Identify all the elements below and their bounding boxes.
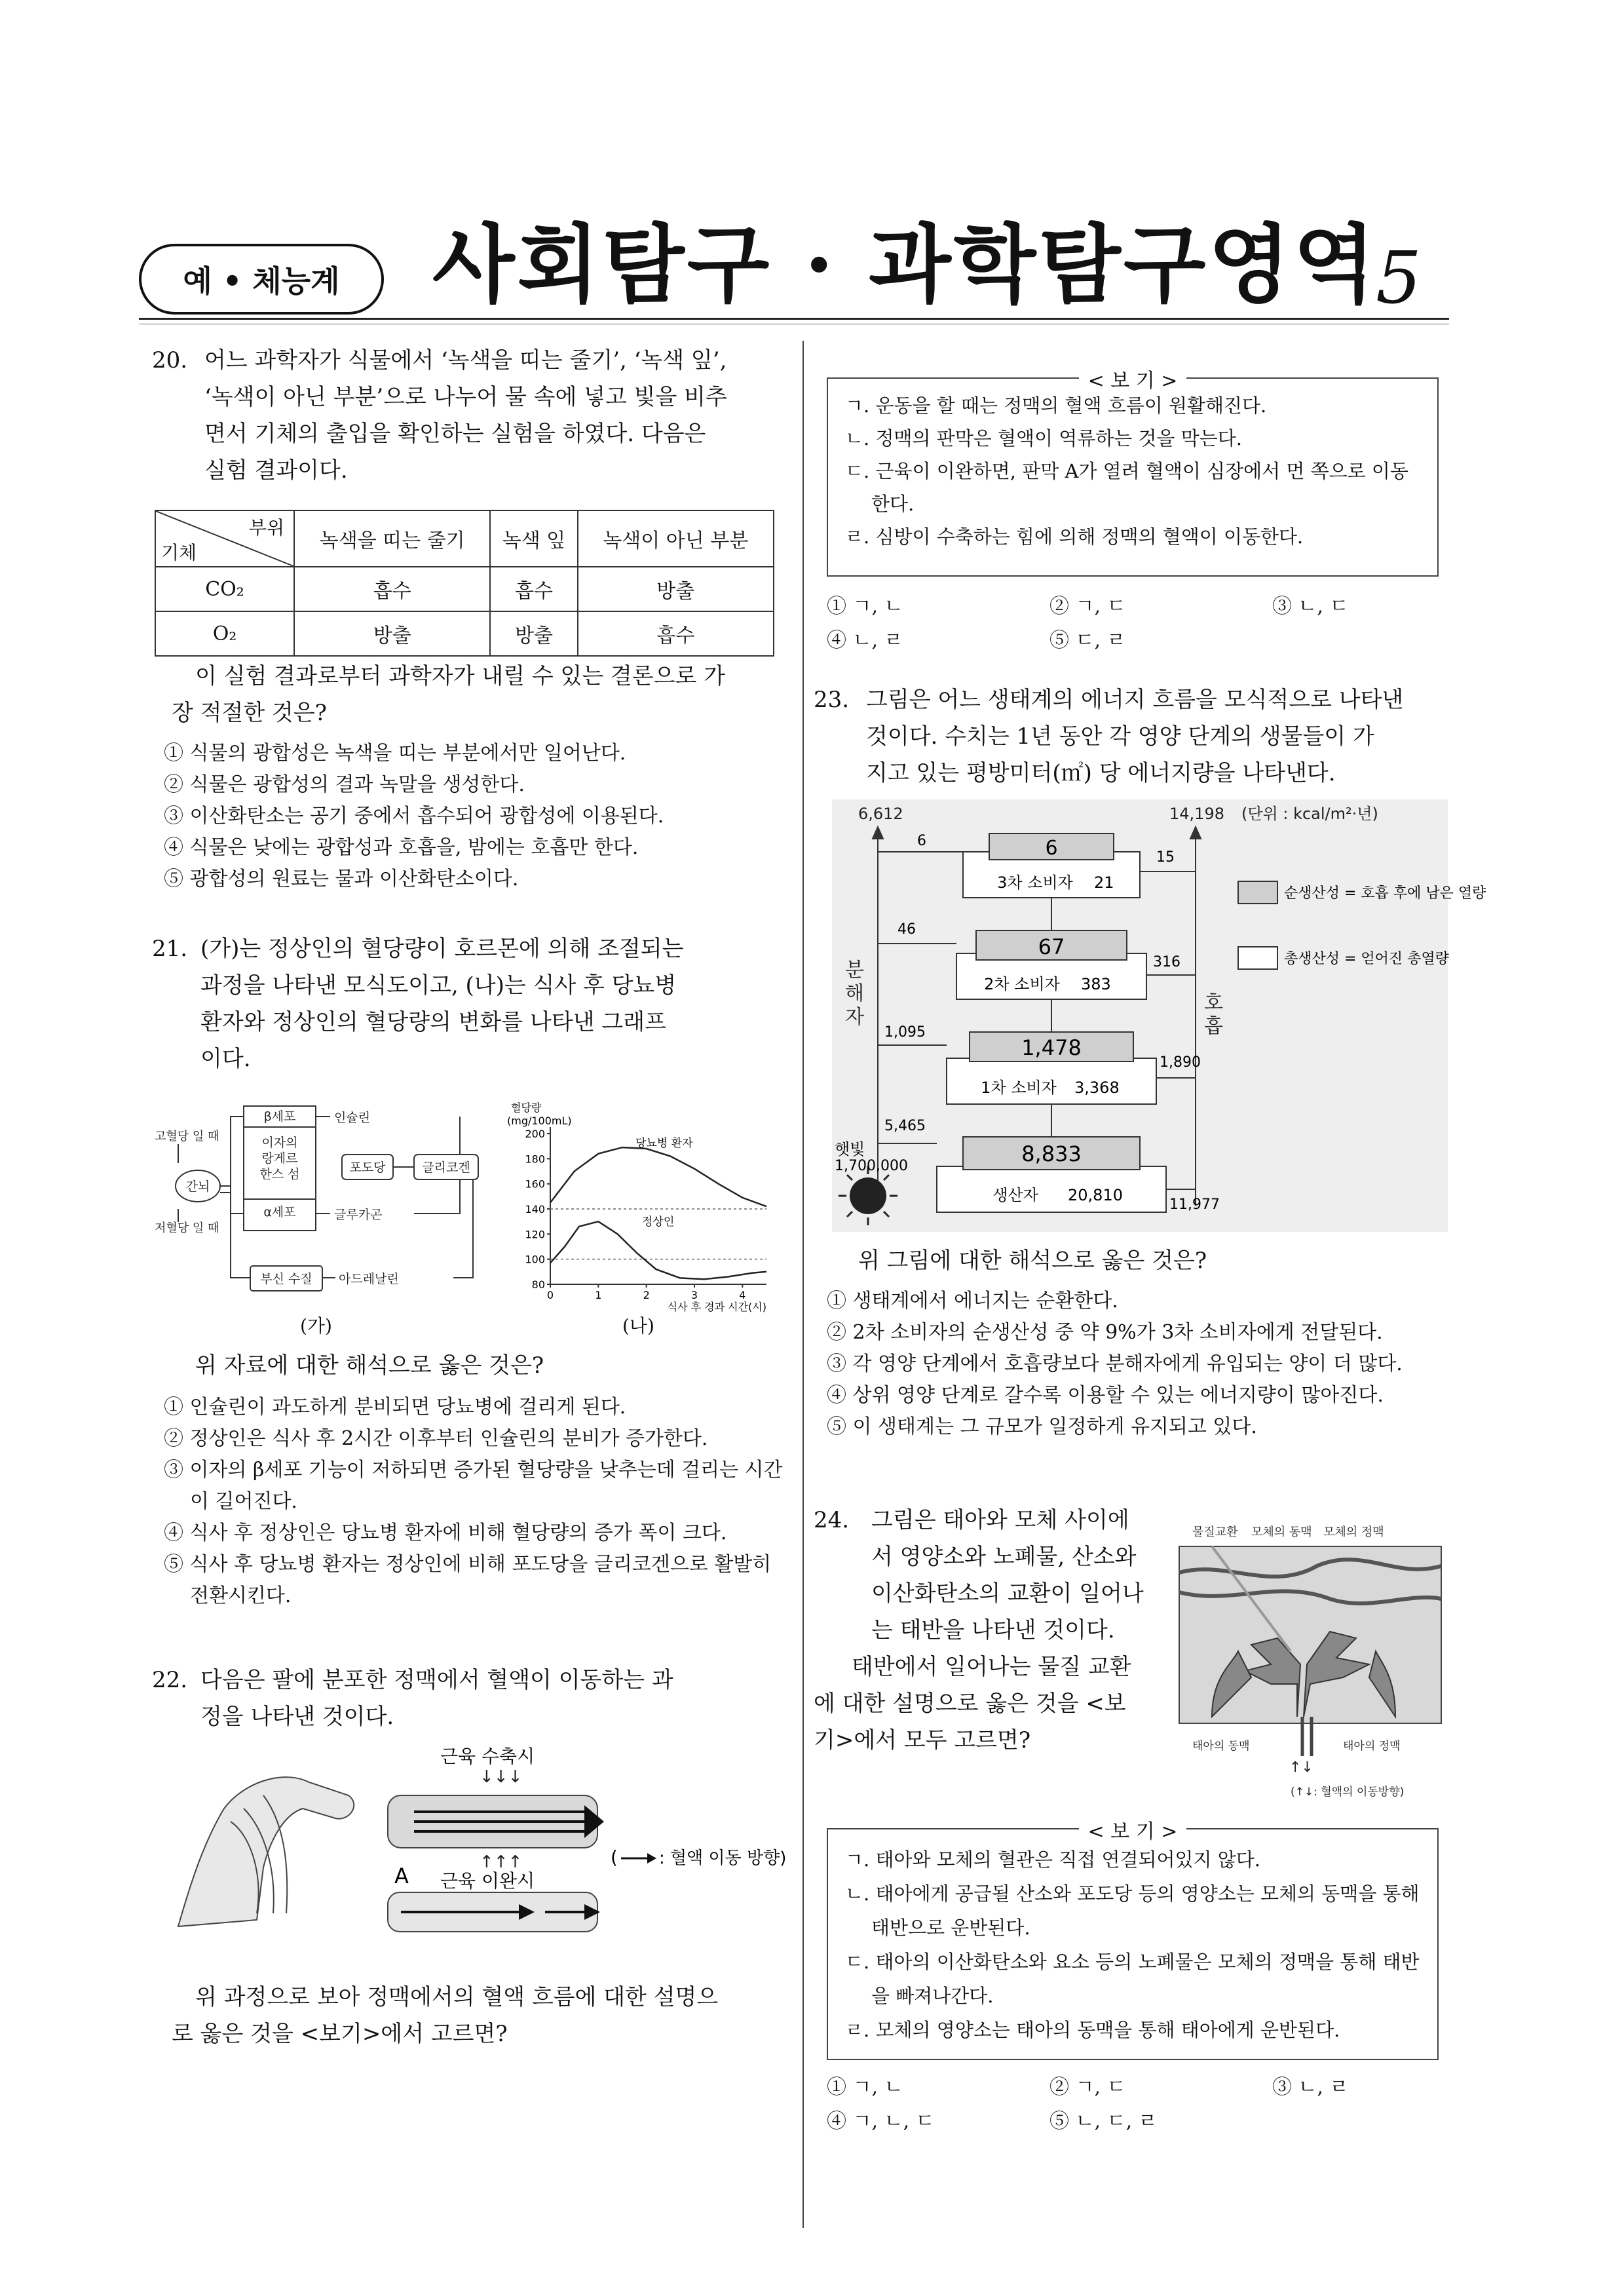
glycogen-label: 글리코겐 bbox=[422, 1160, 470, 1175]
q22-vein-figure bbox=[152, 1743, 787, 1940]
bogi-item: ㄹ. 모체의 영양소는 태아의 동맥을 통해 태아에게 운반된다. bbox=[845, 2019, 1340, 2041]
option[interactable]: ② 2차 소비자의 순생산성 중 약 9%가 3차 소비자에게 전달된다. bbox=[827, 1321, 1383, 1344]
option[interactable]: ⑤ 이 생태계는 그 규모가 일정하게 유지되고 있다. bbox=[827, 1415, 1257, 1438]
q21-caption-na: (나) bbox=[622, 1315, 654, 1337]
flow-arrows: ↑↓ bbox=[1289, 1759, 1313, 1776]
q24-line: 그림은 태아와 모체 사이에 bbox=[871, 1507, 1129, 1533]
svg-text:↓↓↓: ↓↓↓ bbox=[480, 1767, 523, 1787]
option[interactable]: ③ ㄴ, ㄷ bbox=[1272, 595, 1349, 618]
q24-line: 기>에서 모두 고르면? bbox=[814, 1727, 1031, 1753]
islet-label: 한스 섬 bbox=[259, 1167, 300, 1181]
y-tick-label: 140 bbox=[525, 1203, 545, 1215]
insulin-label: 인슐린 bbox=[334, 1111, 371, 1125]
q21-blood-sugar-chart bbox=[504, 1101, 780, 1311]
net-value: 6 bbox=[1045, 837, 1058, 860]
low-sugar-label: 저혈당 일 때 bbox=[155, 1221, 219, 1235]
option[interactable]: ④ ㄱ, ㄴ, ㄷ bbox=[827, 2110, 935, 2133]
respiration-value: 11,977 bbox=[1169, 1196, 1220, 1213]
option[interactable]: ④ 상위 영양 단계로 갈수록 이용할 수 있는 에너지량이 많아진다. bbox=[827, 1384, 1384, 1407]
option[interactable]: ⑤ ㄴ, ㄷ, ㄹ bbox=[1049, 2110, 1158, 2133]
bogi-item: ㄴ. 정맥의 판막은 혈액이 역류하는 것을 막는다. bbox=[845, 427, 1243, 450]
svg-text:↑↑↑: ↑↑↑ bbox=[480, 1852, 523, 1872]
valve-a-label: A bbox=[394, 1864, 409, 1888]
x-tick-label: 2 bbox=[643, 1289, 650, 1301]
q21-caption-ga: (가) bbox=[300, 1315, 332, 1337]
option[interactable]: ① 인슐린이 과도하게 분비되면 당뇨병에 걸리게 된다. bbox=[164, 1396, 626, 1419]
contract-label: 근육 수축시 bbox=[440, 1746, 535, 1767]
q20-result-table bbox=[155, 510, 774, 657]
q21-line: 이다. bbox=[200, 1046, 251, 1072]
q23-energy-flow-figure bbox=[832, 799, 1486, 1232]
adrenal-label: 부신 수질 bbox=[260, 1272, 312, 1286]
table-row bbox=[155, 611, 774, 656]
q24-number: 24. bbox=[814, 1507, 850, 1533]
q20-question-line: 장 적절한 것은? bbox=[172, 700, 327, 726]
vein-relaxed bbox=[388, 1892, 600, 1932]
table-row bbox=[155, 567, 774, 611]
q22-number: 22. bbox=[152, 1667, 188, 1693]
adrenaline-label: 아드레날린 bbox=[339, 1272, 399, 1286]
fetal-vein-label: 태아의 정맥 bbox=[1343, 1740, 1401, 1753]
header-cell: 녹색을 띠는 줄기 bbox=[294, 510, 490, 567]
series-line bbox=[550, 1221, 766, 1279]
q24-placenta-figure bbox=[1173, 1520, 1448, 1808]
q24-options bbox=[827, 2071, 1436, 2139]
q21-hormone-diagram bbox=[152, 1101, 493, 1304]
q20-question-line: 이 실험 결과로부터 과학자가 내릴 수 있는 결론으로 가 bbox=[195, 663, 726, 689]
q22-line: 정을 나타낸 것이다. bbox=[200, 1704, 394, 1730]
q21-line: (가)는 정상인의 혈당량이 호르몬에 의해 조절되는 bbox=[200, 936, 684, 962]
table-cell: 흡수 bbox=[294, 567, 490, 611]
bogi-title: < 보 기 > bbox=[1079, 1820, 1187, 1843]
q23-options bbox=[827, 1286, 1449, 1443]
high-sugar-label: 고혈당 일 때 bbox=[155, 1130, 219, 1143]
q23-line: 지고 있는 평방미터(㎡) 당 에너지량을 나타낸다. bbox=[866, 760, 1336, 786]
option[interactable]: ⑤ 광합성의 원료는 물과 이산화탄소이다. bbox=[164, 868, 519, 890]
option[interactable]: ⑤ 식사 후 당뇨병 환자는 정상인에 비해 포도당을 글리코겐으로 활발히 전환시킨다. bbox=[164, 1553, 772, 1607]
q24-bogi-box bbox=[827, 1820, 1439, 2060]
beta-cell: β세포 bbox=[263, 1109, 296, 1124]
table-cell: 흡수 bbox=[578, 611, 774, 656]
q21-options bbox=[164, 1392, 786, 1612]
table-cell: 방출 bbox=[490, 611, 577, 656]
page-number: 5 bbox=[1376, 236, 1422, 320]
q22-question-line: 위 과정으로 보아 정맥에서의 혈액 흐름에 대한 설명으 bbox=[195, 1984, 719, 2010]
q22-line: 다음은 팔에 분포한 정맥에서 혈액이 이동하는 과 bbox=[200, 1667, 673, 1693]
corner-top: 부위 bbox=[248, 517, 284, 539]
respiration-total: 14,198 bbox=[1169, 805, 1224, 823]
y-tick-label: 100 bbox=[525, 1253, 545, 1266]
q20-stem bbox=[204, 342, 781, 489]
series-label: 정상인 bbox=[642, 1215, 675, 1229]
islet-label: 랑게르 bbox=[261, 1151, 298, 1166]
x-tick-label: 1 bbox=[595, 1289, 602, 1301]
x-tick-label: 0 bbox=[546, 1289, 554, 1301]
sunlight-value: 1,700,000 bbox=[835, 1158, 908, 1174]
page-title: 사회탐구 · 과학탐구영역 bbox=[432, 214, 1378, 315]
maternal-artery-label: 모체의 동맥 bbox=[1251, 1525, 1312, 1539]
q24-line: 에 대한 설명으로 옳은 것을 <보 bbox=[814, 1691, 1126, 1717]
sunlight-label: 햇빛 bbox=[835, 1140, 865, 1158]
decomposer-char: 해 bbox=[845, 982, 864, 1005]
respiration-value: 316 bbox=[1153, 954, 1180, 970]
net-value: 1,478 bbox=[1021, 1035, 1082, 1060]
to-decomposer: 5,465 bbox=[884, 1118, 926, 1134]
header-cell: 녹색이 아닌 부분 bbox=[578, 510, 774, 567]
gross-value: 383 bbox=[1081, 975, 1111, 993]
option[interactable]: ④ ㄴ, ㄹ bbox=[827, 629, 903, 652]
option[interactable]: ① 식물의 광합성은 녹색을 띠는 부분에서만 일어난다. bbox=[164, 742, 626, 765]
gross-value: 20,810 bbox=[1068, 1186, 1123, 1204]
legend-gross: 총생산성 = 얻어진 총열량 bbox=[1284, 951, 1449, 967]
unit-label: (단위 : kcal/m²·년) bbox=[1241, 805, 1378, 823]
to-decomposer: 1,095 bbox=[884, 1024, 926, 1041]
level-name: 2차 소비자 bbox=[984, 975, 1060, 993]
q20-line: ‘녹색이 아닌 부분’으로 나누어 물 속에 넣고 빛을 비추 bbox=[204, 384, 727, 410]
q23-question: 위 그림에 대한 해석으로 옳은 것은? bbox=[858, 1248, 1207, 1274]
option[interactable]: ③ 각 영양 단계에서 호흡량보다 분해자에게 유입되는 양이 더 많다. bbox=[827, 1352, 1403, 1375]
column-divider bbox=[803, 341, 804, 2228]
gas-cell: O₂ bbox=[155, 611, 294, 656]
x-axis-label: 식사 후 경과 시간(시) bbox=[667, 1301, 766, 1313]
q23-line: 것이다. 수치는 1년 동안 각 영양 단계의 생물들이 가 bbox=[866, 723, 1374, 750]
corner-bottom: 기체 bbox=[161, 542, 197, 564]
x-tick-label: 4 bbox=[739, 1289, 746, 1301]
table-cell: 방출 bbox=[294, 611, 490, 656]
q20-number: 20. bbox=[152, 347, 188, 373]
y-tick-label: 180 bbox=[525, 1153, 545, 1166]
net-value: 8,833 bbox=[1021, 1141, 1082, 1166]
decomposer-total: 6,612 bbox=[858, 805, 903, 823]
q21-stem bbox=[200, 930, 784, 1077]
q22-bogi-box bbox=[827, 370, 1439, 577]
table-cell: 흡수 bbox=[490, 567, 577, 611]
bogi-item: ㄱ. 태아와 모체의 혈관은 직접 연결되어있지 않다. bbox=[845, 1848, 1261, 1871]
liver-label: 간뇌 bbox=[185, 1179, 210, 1194]
respiration-char: 호 bbox=[1204, 991, 1223, 1014]
glucose-label: 포도당 bbox=[349, 1160, 386, 1175]
option[interactable]: ② 정상인은 식사 후 2시간 이후부터 인슐린의 분비가 증가한다. bbox=[164, 1427, 708, 1450]
alpha-cell: α세포 bbox=[263, 1205, 296, 1219]
y-axis-label: 혈당량 bbox=[511, 1101, 542, 1114]
option[interactable]: ⑤ ㄷ, ㄹ bbox=[1049, 629, 1126, 652]
q20-line: 면서 기체의 출입을 확인하는 실험을 하였다. 다음은 bbox=[204, 421, 706, 447]
q22-question bbox=[172, 1979, 781, 2052]
islet-label: 이자의 bbox=[261, 1136, 298, 1150]
option[interactable]: ② 식물은 광합성의 결과 녹말을 생성한다. bbox=[164, 773, 525, 796]
q23-line: 그림은 어느 생태계의 에너지 흐름을 모식적으로 나타낸 bbox=[866, 687, 1404, 713]
series-line bbox=[550, 1147, 766, 1206]
q20-question bbox=[172, 658, 781, 731]
y-tick-label: 160 bbox=[525, 1177, 545, 1191]
option[interactable]: ③ 이자의 β세포 기능이 저하되면 증가된 혈당량을 낮추는데 걸리는 시간이 길어진다. bbox=[164, 1459, 783, 1513]
table-header-row bbox=[155, 510, 774, 567]
table-cell: 방출 bbox=[578, 567, 774, 611]
x-tick-label: 3 bbox=[690, 1289, 698, 1301]
arm-illustration bbox=[178, 1777, 354, 1926]
net-value: 67 bbox=[1038, 934, 1065, 959]
maternal-vein-label: 모체의 정맥 bbox=[1323, 1525, 1384, 1539]
q20-line: 어느 과학자가 식물에서 ‘녹색을 띠는 줄기’, ‘녹색 잎’, bbox=[204, 347, 727, 373]
q24-line: 태반에서 일어나는 물질 교환 bbox=[852, 1654, 1131, 1680]
option[interactable]: ① ㄱ, ㄴ bbox=[827, 2076, 903, 2099]
q22-stem bbox=[200, 1662, 784, 1735]
flow-legend: (↑↓: 혈액의 이동방향) bbox=[1291, 1786, 1405, 1799]
y-axis-unit: (mg/100mL) bbox=[507, 1115, 572, 1127]
glucagon-label: 글루카곤 bbox=[334, 1208, 383, 1222]
option[interactable]: ① ㄱ, ㄴ bbox=[827, 595, 903, 618]
q20-line: 실험 결과이다. bbox=[204, 457, 348, 484]
respiration-char: 흡 bbox=[1204, 1015, 1223, 1038]
q22-options bbox=[827, 590, 1436, 658]
q24-line: 이산화탄소의 교환이 일어나 bbox=[871, 1580, 1144, 1607]
q20-options bbox=[164, 738, 786, 895]
bogi-item: ㄴ. 태아에게 공급될 산소와 포도당 등의 영양소는 모체의 동맥을 통해 태반으로 운반된다. bbox=[845, 1883, 1420, 1939]
option[interactable]: ③ 이산화탄소는 공기 중에서 흡수되어 광합성에 이용된다. bbox=[164, 805, 664, 828]
to-decomposer: 46 bbox=[897, 921, 916, 938]
level-name: 1차 소비자 bbox=[981, 1079, 1057, 1097]
respiration-value: 15 bbox=[1156, 849, 1175, 866]
q24-line: 는 태반을 나타낸 것이다. bbox=[871, 1617, 1115, 1643]
bogi-item: ㄷ. 태아의 이산화탄소와 요소 등의 노폐물은 모체의 정맥을 통해 태반을 빠져나간다. bbox=[845, 1951, 1420, 2007]
corner-cell bbox=[155, 510, 294, 567]
option[interactable]: ② ㄱ, ㄷ bbox=[1049, 595, 1126, 618]
y-tick-label: 80 bbox=[531, 1278, 545, 1291]
q23-number: 23. bbox=[814, 687, 850, 713]
legend-open: ( bbox=[611, 1846, 618, 1868]
badge-text: 예 • 체능계 bbox=[183, 263, 340, 299]
q21-question: 위 자료에 대한 해석으로 옳은 것은? bbox=[195, 1352, 544, 1379]
bogi-title: < 보 기 > bbox=[1079, 370, 1187, 392]
level-name: 생산자 bbox=[992, 1186, 1038, 1204]
header-cell: 녹색 잎 bbox=[490, 510, 577, 567]
option[interactable]: ④ 식물은 낮에는 광합성과 호흡을, 밤에는 호흡만 한다. bbox=[164, 836, 639, 859]
gross-value: 21 bbox=[1094, 873, 1114, 892]
y-tick-label: 200 bbox=[525, 1128, 545, 1140]
decomposer-char: 자 bbox=[845, 1006, 864, 1029]
to-decomposer: 6 bbox=[917, 833, 926, 849]
series-label: 당뇨병 환자 bbox=[635, 1137, 693, 1150]
vein-contracted bbox=[388, 1767, 604, 1872]
option[interactable]: ① 생태계에서 에너지는 순환한다. bbox=[827, 1290, 1118, 1312]
option[interactable]: ③ ㄴ, ㄹ bbox=[1272, 2076, 1349, 2099]
y-tick-label: 120 bbox=[525, 1228, 545, 1241]
q24-line: 서 영양소와 노폐물, 산소와 bbox=[871, 1544, 1137, 1570]
bogi-item: ㄱ. 운동을 할 때는 정맥의 혈액 흐름이 원활해진다. bbox=[845, 394, 1267, 417]
q21-line: 환자와 정상인의 혈당량의 변화를 나타낸 그래프 bbox=[200, 1009, 666, 1035]
respiration-value: 1,890 bbox=[1160, 1054, 1201, 1071]
legend-text: : 혈액 이동 방향) bbox=[659, 1848, 787, 1868]
decomposer-char: 분 bbox=[845, 959, 864, 982]
option[interactable]: ④ 식사 후 정상인은 당뇨병 환자에 비해 혈당량의 증가 폭이 크다. bbox=[164, 1521, 727, 1544]
legend-net: 순생산성 = 호흡 후에 남은 열량 bbox=[1284, 885, 1486, 902]
gross-value: 3,368 bbox=[1074, 1079, 1120, 1097]
bogi-item: ㄹ. 심방이 수축하는 힘에 의해 정맥의 혈액이 이동한다. bbox=[845, 526, 1304, 548]
q21-number: 21. bbox=[152, 936, 188, 962]
bogi-item: ㄷ. 근육이 이완하면, 판막 A가 열려 혈액이 심장에서 먼 쪽으로 이동한다. bbox=[845, 460, 1408, 515]
q21-line: 과정을 나타낸 모식도이고, (나)는 식사 후 당뇨병 bbox=[200, 972, 677, 999]
fetal-artery-label: 태아의 동맥 bbox=[1192, 1740, 1250, 1753]
q22-question-line: 로 옳은 것을 <보기>에서 고르면? bbox=[172, 2021, 508, 2047]
exchange-label: 물질교환 bbox=[1192, 1525, 1238, 1539]
q23-stem bbox=[866, 681, 1449, 792]
gas-cell: CO₂ bbox=[155, 567, 294, 611]
relax-label: 근육 이완시 bbox=[440, 1870, 535, 1892]
header-rule bbox=[139, 318, 1449, 320]
level-name: 3차 소비자 bbox=[997, 873, 1073, 892]
option[interactable]: ② ㄱ, ㄷ bbox=[1049, 2076, 1126, 2099]
subject-badge bbox=[139, 244, 384, 315]
